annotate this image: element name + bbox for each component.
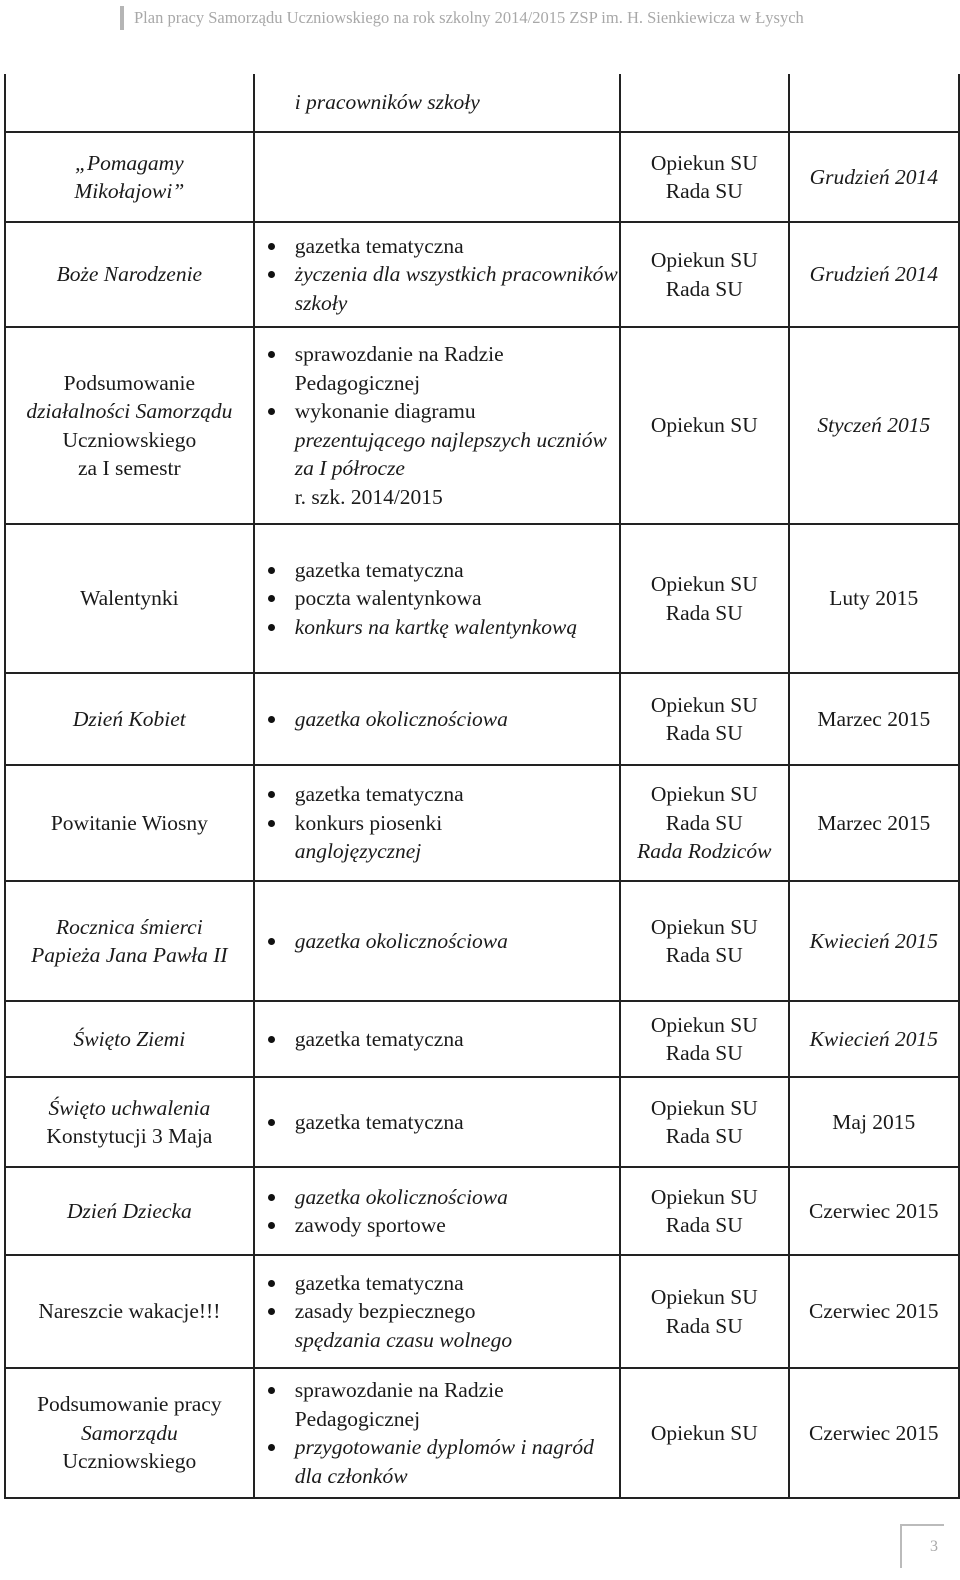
event-line: Podsumowanie pracy <box>37 1392 222 1417</box>
activity-item: konkurs na kartkę walentynkową <box>295 613 619 642</box>
responsible-line: Opiekun SU <box>650 692 758 717</box>
event-cell <box>5 132 254 222</box>
responsible-line: Rada SU <box>665 600 743 625</box>
date-cell: Czerwiec 2015 <box>789 1368 959 1498</box>
activities-cell <box>254 1001 620 1077</box>
activity-item: zasady bezpiecznego <box>295 1297 619 1326</box>
table-row <box>5 132 959 222</box>
page-number: 3 <box>900 1524 944 1568</box>
date-cell: Czerwiec 2015 <box>789 1167 959 1255</box>
activities-cell <box>254 524 620 673</box>
responsible-line: Rada SU <box>665 721 743 745</box>
responsible-line: Opiekun SU <box>650 413 758 438</box>
event-line: Podsumowanie <box>63 370 196 395</box>
date-cell: Czerwiec 2015 <box>789 1255 959 1368</box>
event-line: Święto uchwalenia <box>48 1095 211 1120</box>
table-row <box>5 1368 959 1498</box>
activities-list <box>295 556 619 642</box>
table-row <box>5 673 959 765</box>
table-row <box>5 1255 959 1368</box>
responsible-line: Opiekun SU <box>650 1095 758 1120</box>
activities-list <box>295 1183 619 1240</box>
event-line: Uczniowskiego <box>62 1449 197 1474</box>
activities-cell <box>254 1255 620 1368</box>
date-cell <box>789 74 959 132</box>
responsible-line: Opiekun SU <box>650 1420 758 1445</box>
date-cell: Luty 2015 <box>789 524 959 673</box>
event-line: Rocznica śmierci <box>56 914 203 939</box>
responsible-line: Opiekun SU <box>650 572 758 596</box>
event-line: Boże Narodzenie <box>56 262 203 287</box>
activity-item: gazetka tematyczna <box>295 556 619 585</box>
event-cell <box>5 1001 254 1077</box>
table-row <box>5 765 959 881</box>
activity-item: poczta walentynkowa <box>295 584 619 613</box>
event-cell <box>5 74 254 132</box>
event-line: „Pomagamy <box>75 150 184 175</box>
event-line: za I semestr <box>78 456 181 480</box>
responsible-line: Rada SU <box>665 810 743 835</box>
responsible-line: Opiekun SU <box>650 150 758 175</box>
activities-cell <box>254 673 620 765</box>
event-cell <box>5 327 254 524</box>
activity-item: wykonanie diagramu <box>295 397 619 426</box>
table-row <box>5 524 959 673</box>
responsible-cell <box>620 1167 789 1255</box>
activity-item: przygotowanie dyplomów i nagród dla członków <box>295 1433 619 1490</box>
event-cell <box>5 222 254 327</box>
responsible-line: Rada SU <box>665 276 743 301</box>
event-line: Nareszcie wakacje!!! <box>38 1299 221 1324</box>
activities-cell <box>254 1368 620 1498</box>
event-cell <box>5 673 254 765</box>
responsible-line: Opiekun SU <box>650 1012 758 1037</box>
responsible-cell <box>620 132 789 222</box>
event-line: działalności Samorządu <box>26 399 233 423</box>
activities-cell <box>254 132 620 222</box>
event-cell <box>5 524 254 673</box>
responsible-cell <box>620 327 789 524</box>
event-line: Dzień Dziecka <box>66 1198 192 1223</box>
responsible-cell <box>620 765 789 881</box>
table-row <box>5 222 959 327</box>
responsible-line: Opiekun SU <box>650 914 758 939</box>
event-line: Samorządu <box>80 1420 178 1445</box>
activity-item: zawody sportowe <box>295 1211 619 1240</box>
activity-continuation: i pracowników szkoły <box>294 90 480 115</box>
activity-item: gazetka okolicznościowa <box>295 1183 619 1212</box>
date-cell: Grudzień 2014 <box>789 132 959 222</box>
responsible-line: Rada SU <box>665 1213 743 1237</box>
activity-continuation: prezentującego najlepszych uczniów za I półrocze <box>294 427 607 480</box>
activity-continuation: anglojęzycznej <box>294 839 422 864</box>
table-row <box>5 74 959 132</box>
event-line: Papieża Jana Pawła II <box>31 943 228 967</box>
event-cell <box>5 881 254 1001</box>
activity-item: konkurs piosenki <box>295 809 619 838</box>
event-line: Dzień Kobiet <box>72 706 186 731</box>
running-header: Plan pracy Samorządu Uczniowskiego na rok szkolny 2014/2015 ZSP im. H. Sienkiewicza w Łysych <box>120 6 960 30</box>
activities-cell <box>254 74 620 132</box>
activities-cell <box>254 222 620 327</box>
table-row <box>5 1001 959 1077</box>
event-line: Uczniowskiego <box>62 427 197 452</box>
event-line: Mikołajowi” <box>74 179 185 203</box>
activities-list <box>295 1108 619 1137</box>
responsible-cell <box>620 222 789 327</box>
activities-cell <box>254 881 620 1001</box>
table-row <box>5 881 959 1001</box>
responsible-line: Rada SU <box>665 1313 743 1338</box>
responsible-line: Rada SU <box>665 1124 743 1148</box>
responsible-cell <box>620 74 789 132</box>
responsible-line: Opiekun SU <box>650 1184 758 1209</box>
responsible-cell <box>620 1255 789 1368</box>
responsible-cell <box>620 881 789 1001</box>
activities-cell <box>254 327 620 524</box>
responsible-cell <box>620 1368 789 1498</box>
activity-item: gazetka tematyczna <box>295 1108 619 1137</box>
activities-cell <box>254 1167 620 1255</box>
date-cell: Styczeń 2015 <box>789 327 959 524</box>
table-row <box>5 1077 959 1167</box>
date-cell: Grudzień 2014 <box>789 222 959 327</box>
event-cell <box>5 1255 254 1368</box>
activity-continuation: r. szk. 2014/2015 <box>294 484 443 509</box>
responsible-cell <box>620 673 789 765</box>
activities-list <box>295 340 619 511</box>
responsible-cell <box>620 524 789 673</box>
date-cell: Marzec 2015 <box>789 765 959 881</box>
event-line: Powitanie Wiosny <box>50 810 208 835</box>
responsible-line: Opiekun SU <box>650 1285 758 1309</box>
responsible-line: Rada Rodziców <box>637 839 772 864</box>
plan-table <box>4 74 960 1499</box>
activity-item: gazetka okolicznościowa <box>295 927 619 956</box>
date-cell: Maj 2015 <box>789 1077 959 1167</box>
activity-item: sprawozdanie na Radzie Pedagogicznej <box>295 340 619 397</box>
date-cell: Kwiecień 2015 <box>789 1001 959 1077</box>
responsible-line: Opiekun SU <box>650 248 758 272</box>
activities-list <box>295 88 619 117</box>
event-cell <box>5 765 254 881</box>
activity-item: gazetka tematyczna <box>295 1269 619 1298</box>
responsible-cell <box>620 1077 789 1167</box>
activities-list <box>295 232 619 318</box>
event-line: Święto Ziemi <box>73 1026 186 1051</box>
event-line: Walentynki <box>80 586 179 611</box>
activity-continuation: spędzania czasu wolnego <box>294 1327 513 1352</box>
event-cell <box>5 1167 254 1255</box>
date-cell: Marzec 2015 <box>789 673 959 765</box>
activity-item: gazetka tematyczna <box>295 232 619 261</box>
activities-list <box>295 705 619 734</box>
responsible-line: Rada SU <box>665 179 743 203</box>
activities-list <box>295 780 619 866</box>
responsible-line: Opiekun SU <box>650 782 758 807</box>
activities-list <box>295 1376 619 1490</box>
event-cell <box>5 1368 254 1498</box>
plan-table-body <box>5 74 959 1498</box>
activities-cell <box>254 765 620 881</box>
event-cell <box>5 1077 254 1167</box>
activity-item: gazetka tematyczna <box>295 1025 619 1054</box>
date-cell: Kwiecień 2015 <box>789 881 959 1001</box>
responsible-line: Rada SU <box>665 1041 743 1065</box>
activity-item: sprawozdanie na Radzie Pedagogicznej <box>295 1376 619 1433</box>
activities-list <box>295 1269 619 1355</box>
activity-item: życzenia dla wszystkich pracowników szkoły <box>295 260 619 317</box>
activity-item: gazetka tematyczna <box>295 780 619 809</box>
activities-list <box>295 927 619 956</box>
table-row <box>5 327 959 524</box>
activities-list <box>295 1025 619 1054</box>
event-line: Konstytucji 3 Maja <box>46 1124 213 1148</box>
table-row <box>5 1167 959 1255</box>
responsible-cell <box>620 1001 789 1077</box>
responsible-line: Rada SU <box>665 943 743 967</box>
activity-item: gazetka okolicznościowa <box>295 705 619 734</box>
activities-cell <box>254 1077 620 1167</box>
